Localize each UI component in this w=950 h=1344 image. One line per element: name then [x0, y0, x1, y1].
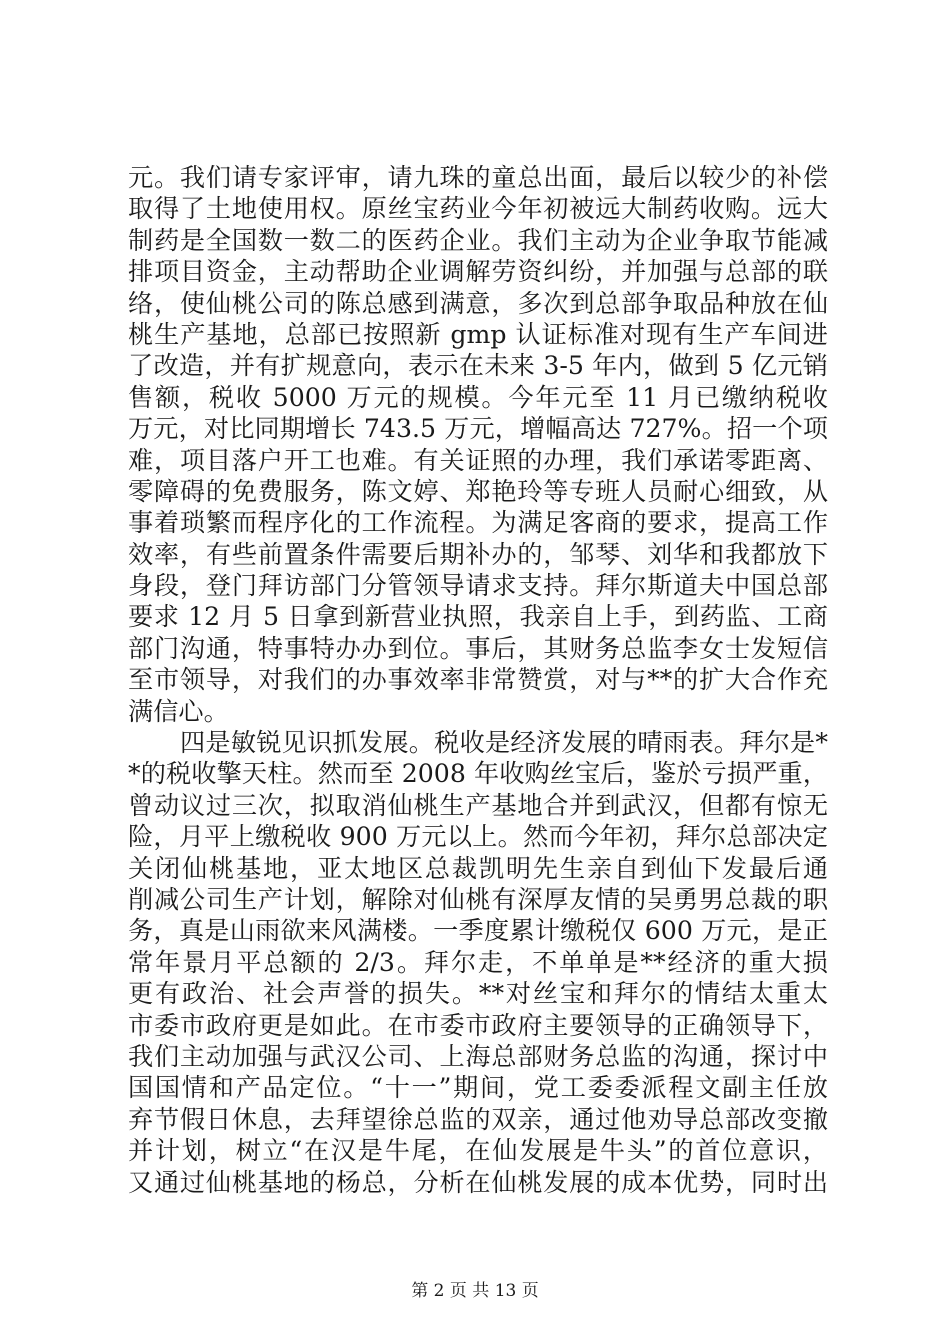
text-line: 务，真是山雨欲来风满楼。一季度累计缴税仅 600 万元，是正: [128, 916, 828, 946]
text-line: 更有政治、社会声誉的损失。**对丝宝和拜尔的情结太重太: [128, 979, 828, 1009]
text-line: 制药是全国数一数二的医药企业。我们主动为企业争取节能减: [128, 225, 828, 255]
text-line: 又通过仙桃基地的杨总，分析在仙桃发展的成本优势，同时出: [128, 1167, 828, 1197]
text-line: 满信心。: [128, 696, 229, 726]
text-line: 关闭仙桃基地，亚太地区总裁凯明先生亲自到仙下发最后通: [128, 853, 828, 883]
text-line: 售额，税收 5000 万元的规模。今年元至 11 月已缴纳税收: [128, 382, 828, 412]
text-line: 难，项目落户开工也难。有关证照的办理，我们承诺零距离、: [128, 445, 828, 475]
text-line: 至市领导，对我们的办事效率非常赞赏，对与**的扩大合作充: [128, 665, 828, 695]
text-line: 元。我们请专家评审，请九珠的童总出面，最后以较少的补偿: [128, 163, 828, 192]
text-line: 身段，登门拜访部门分管领导请求支持。拜尔斯道夫中国总部: [128, 571, 828, 601]
text-line: 效率，有些前置条件需要后期补办的，邹琴、刘华和我都放下: [128, 539, 828, 569]
text-line: 弃节假日休息，去拜望徐总监的双亲，通过他劝导总部改变撤: [128, 1104, 828, 1134]
text-line: 市委市政府更是如此。在市委市政府主要领导的正确领导下，: [128, 1010, 828, 1040]
page-footer: 第 2 页 共 13 页: [411, 1281, 539, 1301]
text-line: 事着琐繁而程序化的工作流程。为满足客商的要求，提高工作: [128, 508, 828, 538]
document-body: [128, 162, 828, 1198]
text-line: 了改造，并有扩规意向，表示在未来 3-5 年内，做到 5 亿元销: [128, 351, 828, 381]
text-line: 部门沟通，特事特办办到位。事后，其财务总监李女士发短信: [128, 633, 828, 663]
text-line: *的税收擎天柱。然而至 2008 年收购丝宝后，鉴於亏损严重，: [128, 759, 828, 789]
text-line: 桃生产基地，总部已按照新 gmp 认证标准对现有生产车间进: [128, 319, 828, 349]
text-line: 险，月平上缴税收 900 万元以上。然而今年初，拜尔总部决定: [128, 822, 828, 852]
text-line: 四是敏锐见识抓发展。税收是经济发展的晴雨表。拜尔是*: [180, 728, 828, 758]
text-line: 常年景月平总额的 2/3。拜尔走，不单单是**经济的重大损: [128, 947, 828, 977]
text-line: 要求 12 月 5 日拿到新营业执照，我亲自上手，到药监、工商: [128, 602, 828, 632]
text-line: 削减公司生产计划，解除对仙桃有深厚友情的吴勇男总裁的职: [128, 884, 828, 914]
text-line: 万元，对比同期增长 743.5 万元，增幅高达 727%。招一个项: [128, 414, 828, 444]
text-line: 络，使仙桃公司的陈总感到满意，多次到总部争取品种放在仙: [128, 288, 828, 318]
text-line: 国国情和产品定位。“十一”期间，党工委委派程文副主任放: [128, 1073, 828, 1103]
text-line: 排项目资金，主动帮助企业调解劳资纠纷，并加强与总部的联: [128, 257, 828, 287]
text-line: 并计划，树立“在汉是牛尾，在仙发展是牛头”的首位意识，: [128, 1136, 828, 1166]
text-line: 取得了土地使用权。原丝宝药业今年初被远大制药收购。远大: [128, 194, 828, 224]
text-line: 曾动议过三次，拟取消仙桃生产基地合并到武汉，但都有惊无: [128, 790, 828, 820]
text-line: 零障碍的免费服务，陈文婷、郑艳玲等专班人员耐心细致，从: [128, 476, 828, 506]
text-line: 我们主动加强与武汉公司、上海总部财务总监的沟通，探讨中: [128, 1041, 828, 1071]
